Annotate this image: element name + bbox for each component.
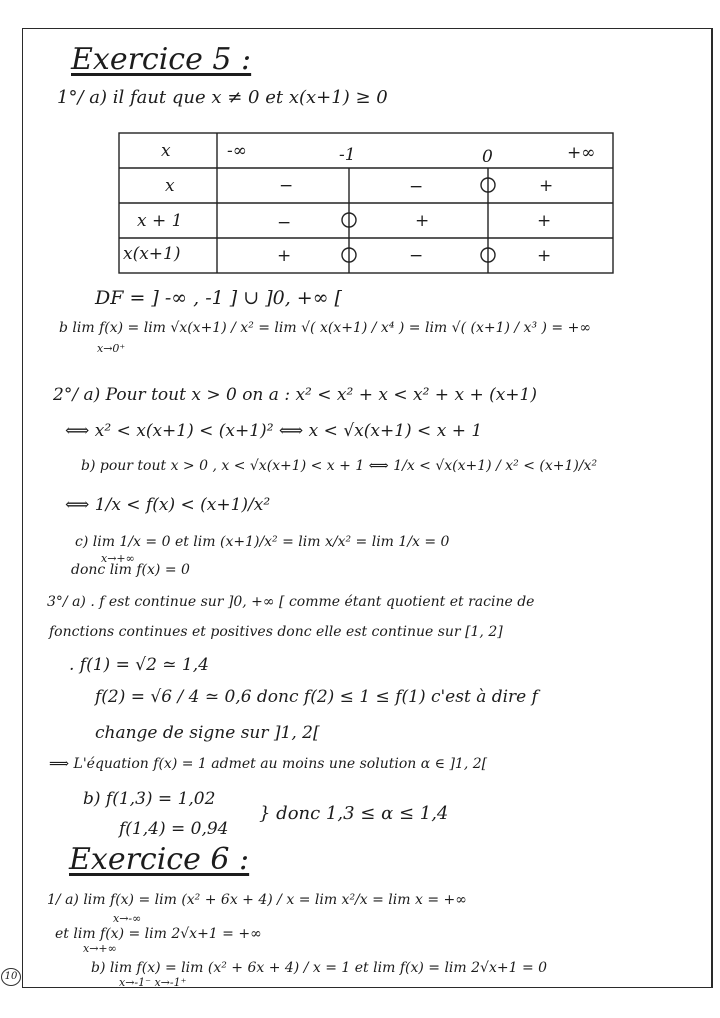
ex5-3b-line2: f(1,4) = 0,94 — [119, 819, 229, 839]
ex5-limit-b-sub: x→0⁺ — [97, 342, 126, 355]
table-sign: − — [279, 176, 294, 196]
ex5-3a-line5: change de signe sur ]1, 2[ — [95, 723, 320, 743]
table-header-var: x — [161, 141, 171, 161]
table-sign: − — [409, 177, 424, 197]
table-header-minus-one: -1 — [339, 145, 356, 165]
table-sign: + — [537, 246, 552, 266]
ex5-2a-line1: 2°/ a) Pour tout x > 0 on a : x² < x² + x < x² + x + (x+1) — [53, 385, 538, 405]
ex6-1b-line1: b) lim f(x) = lim (x² + 6x + 4) / x = 1 et lim f(x) = lim 2√x+1 = 0 — [91, 960, 548, 976]
page-number: 10 — [1, 968, 21, 986]
ex6-1a-line2: et lim f(x) = lim 2√x+1 = +∞ — [55, 926, 262, 942]
table-header-minus-inf: -∞ — [227, 141, 247, 161]
ex6-1a-line1: 1/ a) lim f(x) = lim (x² + 6x + 4) / x = lim x²/x = lim x = +∞ — [47, 892, 467, 908]
table-sign: + — [537, 211, 552, 231]
ex5-3b-line1: b) f(1,3) = 1,02 — [83, 789, 216, 809]
ex6-1b-sub: x→-1⁻ x→-1⁺ — [119, 976, 187, 989]
table-sign: − — [409, 246, 424, 266]
ex5-3b-conclusion: } donc 1,3 ≤ α ≤ 1,4 — [259, 803, 449, 824]
table-sign: + — [539, 176, 554, 196]
ex5-3a-line2: fonctions continues et positives donc elle est continue sur [1, 2] — [49, 624, 503, 640]
page-sheet — [22, 28, 713, 988]
table-row-label: x(x+1) — [123, 244, 181, 264]
ex5-line-1a: 1°/ a) il faut que x ≠ 0 et x(x+1) ≥ 0 — [57, 87, 388, 108]
ex5-2c-line2: donc lim f(x) = 0 — [71, 562, 190, 578]
ex5-2b-line1: b) pour tout x > 0 , x < √x(x+1) < x + 1 ⟺ 1/x < √x(x+1) / x² < (x+1)/x² — [81, 458, 598, 474]
ex5-3a-line1: 3°/ a) . f est continue sur ]0, +∞ [ comme étant quotient et racine de — [47, 594, 535, 610]
ex5-3a-line3: . f(1) = √2 ≃ 1,4 — [69, 655, 209, 675]
ex5-2c-line1: c) lim 1/x = 0 et lim (x+1)/x² = lim x/x² = lim 1/x = 0 — [75, 534, 450, 550]
ex5-2b-line2: ⟺ 1/x < f(x) < (x+1)/x² — [65, 495, 271, 515]
table-row-label: x + 1 — [137, 211, 183, 231]
ex5-2c-sub: x→+∞ — [101, 552, 135, 565]
ex5-limit-b: b lim f(x) = lim √x(x+1) / x² = lim √( x(x+1) / x⁴ ) = lim √( (x+1) / x³ ) = +∞ — [59, 320, 591, 336]
table-sign: + — [415, 211, 430, 231]
exercise-6-title: Exercice 6 : — [69, 842, 250, 877]
exercise-5-title: Exercice 5 : — [71, 42, 252, 77]
ex5-3a-line4: f(2) = √6 / 4 ≃ 0,6 donc f(2) ≤ 1 ≤ f(1) c'est à dire f — [95, 687, 538, 707]
table-header-zero: 0 — [482, 147, 493, 167]
ex5-2a-line2: ⟺ x² < x(x+1) < (x+1)² ⟺ x < √x(x+1) < x + 1 — [65, 421, 483, 441]
table-sign: + — [277, 246, 292, 266]
table-row-label: x — [165, 176, 175, 196]
ex5-3a-line6: ⟹ L'équation f(x) = 1 admet au moins une solution α ∈ ]1, 2[ — [49, 756, 488, 772]
ex5-domain: DF = ] -∞ , -1 ] ∪ ]0, +∞ [ — [95, 287, 342, 309]
table-header-plus-inf: +∞ — [567, 143, 596, 163]
ex6-1a-sub: x→-∞ — [113, 912, 142, 925]
table-sign: − — [277, 213, 292, 233]
ex6-1a-sub2: x→+∞ — [83, 942, 117, 955]
